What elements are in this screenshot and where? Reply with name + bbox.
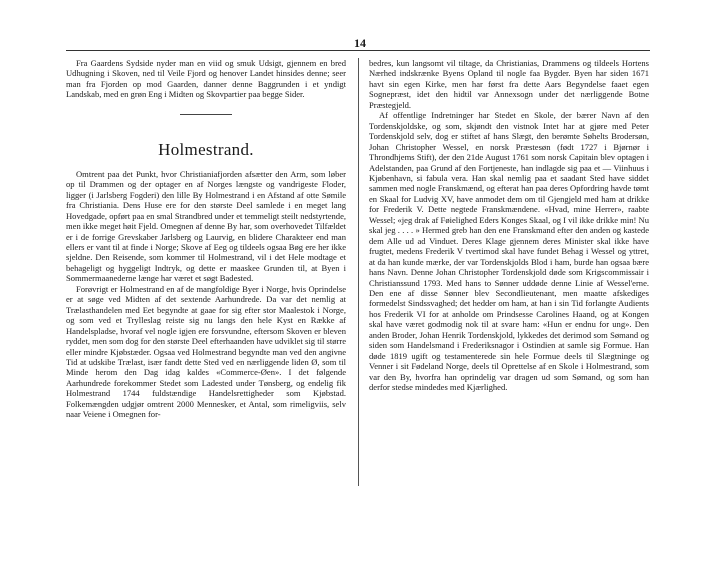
right-column bbox=[369, 58, 649, 393]
section-title: Holmestrand. bbox=[158, 139, 254, 159]
intro-paragraph: Fra Gaardens Sydside nyder man en viid og smuk Udsigt, gjennem en bred Udhugning i Skoven, ned til Veile Fjord og henover Landet hinsides denne; seer man fra Fjorden op mod Gaarden, danner denne Baggrunden i et yndigt Landskab, med en grøn Eng i Midten og Skovpartier paa begge Sider. bbox=[66, 58, 346, 100]
left-column bbox=[66, 58, 346, 420]
paragraph-1: Omtrent paa det Punkt, hvor Christianiafjorden afsætter den Arm, som løber op til Drammen og der optager en af Norges længste og vandrigeste Floder, ligger (i Jarlsberg Fogderi) den lille By Holmestrand i en Afstand af otte Sømile fra Christiania. Dens Huse ere for den største Deel samlede i en meget lang Hovedgade, opført paa en smal Strandbred under et temmeligt steilt nedstyrtende, men ikke meget høit Fjeld. Omegnen af denne By har, som overhovedet Tilfældet er i de forrige Grevskaber Jarlsberg og Laurvig, en blidere Charakteer end man ellers er vant til at finde i Norge; Skove af Eeg og tildeels ogsaa Bøg ere her ikke sjeldne. Den Reisende, som kommer til Holmestrand, vil i det Hele modtage et behageligt og hyggeligt Indtryk, og dette er maaskee Grunden til, at Byen i Sommermaanederne længe har været et søgt Badested. bbox=[66, 168, 346, 284]
paragraph-4: Af offentlige Indretninger har Stedet en Skole, der bærer Navn af den Tordenskjoldske, og som, skjøndt den vistnok Intet har at gjøre med Peter Tordenskjold selv, dog er stiftet af hans Slægt, den berømte Søhelts Brodersøn, Johan Christopher Wessel, en norsk Præstesøn (født 1727 i Bjørnør i Throndhjems Stift), der den 21de August 1761 som norsk Capitain blev optagen i Adelstanden, paa Grund af den Fortjeneste, han indlagde sig paa et — Viinhuus i Kjøbenhavn, si fabula vera. Han skal nemlig paa et saadant Sted have siddet sammen med nogle Franskmænd, og efterat han paa deres Opfordring havde tømt en Skaal for Ludvig XV, have anmodet dem om til Gjengjeld med ham at drikke for Frederik V. Dette negtede Franskmændene. «Hvad, mine Herrer», raabte Wessel; «jeg drak af Føielighed Eders Konges Skaal, og I vil ikke drikke min! Nu skal jeg . . . . » Hermed greb han den ene Franskmand efter den anden og kastede dem Alle ud ad Vinduet. Deres Klage gjennem deres Minister skal ikke have frugtet, medens Frederik V tvertimod skal have fundet Behag i Wessel og yttret, at da han kunde mærke, der var Tordenskjolds Blod i ham, burde han ogsaa bære hans Navn. Denne Johan Christopher Tordenskjold døde som Krigscommissair i Christianssund 1793. Med hans to Sønner uddøde denne Linie af Wessel'erne. Den ene af disse Sønner blev Secondlieutenant, men maatte afskediges formedelst Sindssvaghed; det hedder om ham, at han i sin Tid forlangte Audients hos Frederik VI for at anholde om Prindsesse Carolines Haand, og at Kongen skal have været godmodig nok til at svare ham: «Hun er endnu for ung». Den anden Broder, Johan Henrik Tordenskjold, lykkedes det derimod som Sømand og siden som Handelsmand i Frederiksnagor i Ostindien at samle sig Formue. Han døde 1819 ugift og testamenterede sin hele Formue deels til Slægtninge og Venner i sit Fødeland Norge, deels til Oprettelse af en Skole i Holmestrand, som var den By, hvorfra han oprindelig var dragen ud som Sømand, og som han derfor stedse mindedes med Kjærlighed. bbox=[369, 110, 649, 393]
page-number: 14 bbox=[354, 36, 366, 50]
paragraph-2: Forøvrigt er Holmestrand en af de mangfoldige Byer i Norge, hvis Oprindelse er at søge ved Midten af det sextende Aarhundrede. Da var det nemlig at Trælasthandelen med Eet begyndte at gaae for sig efter stor Maalestok i Norge, og som ved et Trylleslag reiste sig nu langs den hele Kyst en Række af Handelspladse, hvoraf vel nogle igjen ere forsvundne, eftersom Skoven er bleven ryddet, men som dog for den største Deel efterhaanden have udviklet sig til større eller mindre Kjøbstæder. Ogsaa ved Holmestrand begyndte man ved den angivne Tid at udskibe Trælast, især fandt dette Sted ved en nærliggende liden Ø, som til Minde herom den Dag idag kaldes «Commerce-Øen». I det følgende Aarhundrede forekommer Stedet som Ladested under Tønsberg, og endelig fik Holmestrand 1744 fuldstændige Handelsrettigheder som Kjøbstad. Folkemængden udgjør omtrent 2000 Mennesker, et Antal, som rimeligviis, selv naar Veiene i Omegnen for- bbox=[66, 283, 346, 420]
header-rule bbox=[66, 50, 650, 51]
section-divider bbox=[180, 114, 232, 115]
column-divider bbox=[358, 58, 359, 486]
paragraph-3: bedres, kun langsomt vil tiltage, da Christianias, Drammens og tildeels Hortens Nærhed indskrænke Byens Opland til nogle faa Bygder. Byen har siden 1671 havt sin egen Kirke, men har først fra dette Aars Begyndelse faaet egen Sognepræst, idet den hidtil var Annexsogn under det nærliggende Botne Præstegjeld. bbox=[369, 58, 649, 110]
